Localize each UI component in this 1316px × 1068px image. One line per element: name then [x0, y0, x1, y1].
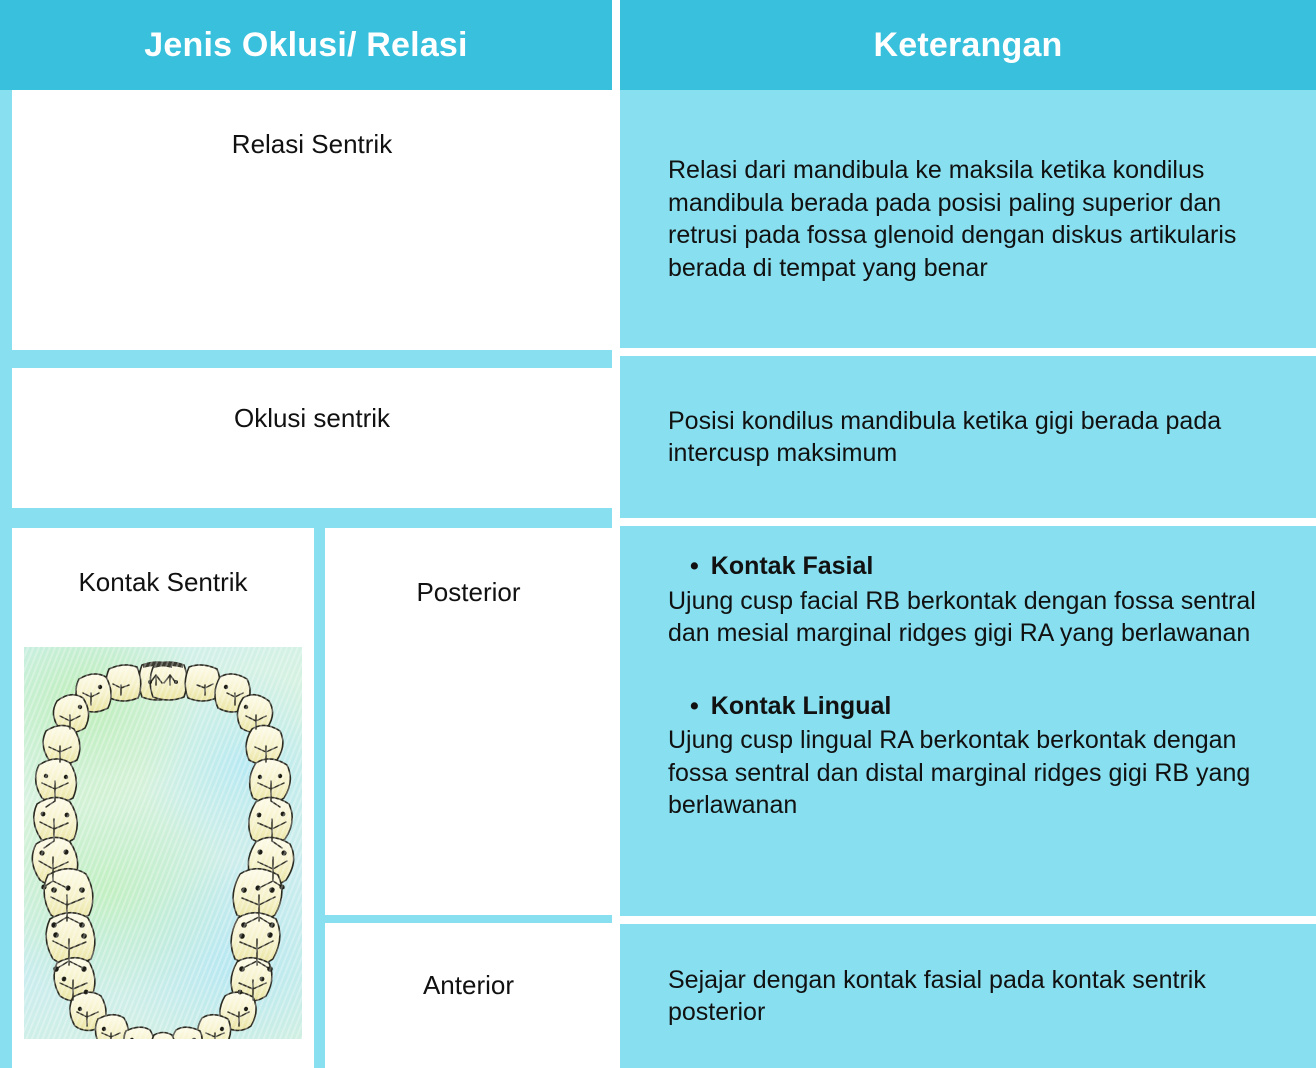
bullet-heading-text-kontak-lingual: Kontak Lingual — [710, 691, 892, 720]
cell-type-kontak-sentrik — [12, 528, 314, 1068]
description-oklusi-sentrik: Posisi kondilus mandibula ketika gigi berada pada intercusp maksimum — [668, 406, 1222, 467]
bullet-body-kontak-lingual: Ujung cusp lingual RA berkontak berkontak dengan fossa sentral dan distal marginal ridges gigi RB yang berlawanan — [668, 726, 1251, 819]
description-anterior: Sejajar dengan kontak fasial pada kontak sentrik posterior — [668, 965, 1206, 1026]
description-relasi-sentrik: Relasi dari mandibula ke maksila ketika kondilus mandibula berada pada posisi paling superior dan retrusi pada fossa glenoid dengan diskus artikularis berada di tempat yang benar — [668, 156, 1237, 282]
header-cell-occlusion-type — [0, 0, 612, 90]
bullet-dot-icon: • — [690, 691, 699, 720]
cell-type-relasi-sentrik — [12, 90, 612, 350]
header-cell-description — [620, 0, 1316, 90]
label-anterior: Anterior — [422, 970, 515, 1000]
cell-description-posterior — [620, 526, 1316, 916]
header-label-occlusion-type: Jenis Oklusi/ Relasi — [144, 25, 468, 64]
dental-arch-illustration — [24, 647, 302, 1039]
cell-description-oklusi-sentrik — [620, 356, 1316, 518]
cell-description-relasi-sentrik — [620, 90, 1316, 348]
cell-description-anterior — [620, 924, 1316, 1068]
label-relasi-sentrik: Relasi Sentrik — [231, 129, 393, 159]
label-oklusi-sentrik: Oklusi sentrik — [233, 403, 391, 433]
bullet-heading-text-kontak-fasial: Kontak Fasial — [710, 552, 874, 580]
label-kontak-sentrik: Kontak Sentrik — [78, 567, 248, 597]
cell-subtype-anterior — [325, 923, 612, 1068]
bullet-heading-kontak-fasial — [668, 550, 1282, 583]
table-header-row — [0, 0, 1316, 90]
cell-subtype-posterior — [325, 528, 612, 915]
bullet-body-kontak-fasial: Ujung cusp facial RB berkontak dengan fossa sentral dan mesial marginal ridges gigi RA yang berlawanan — [668, 586, 1256, 647]
bullet-heading-kontak-lingual — [668, 690, 1282, 723]
bullet-kontak-fasial — [668, 550, 1282, 650]
bullet-dot-icon: • — [690, 552, 699, 580]
bullet-kontak-lingual — [668, 690, 1282, 822]
label-posterior: Posterior — [416, 577, 521, 607]
incisal-edge-marks — [143, 661, 183, 1039]
right-column — [620, 90, 1316, 1068]
dental-arch-svg — [24, 647, 302, 1039]
cell-type-oklusi-sentrik — [12, 368, 612, 508]
left-column — [0, 90, 612, 1068]
header-label-description: Keterangan — [873, 25, 1063, 64]
